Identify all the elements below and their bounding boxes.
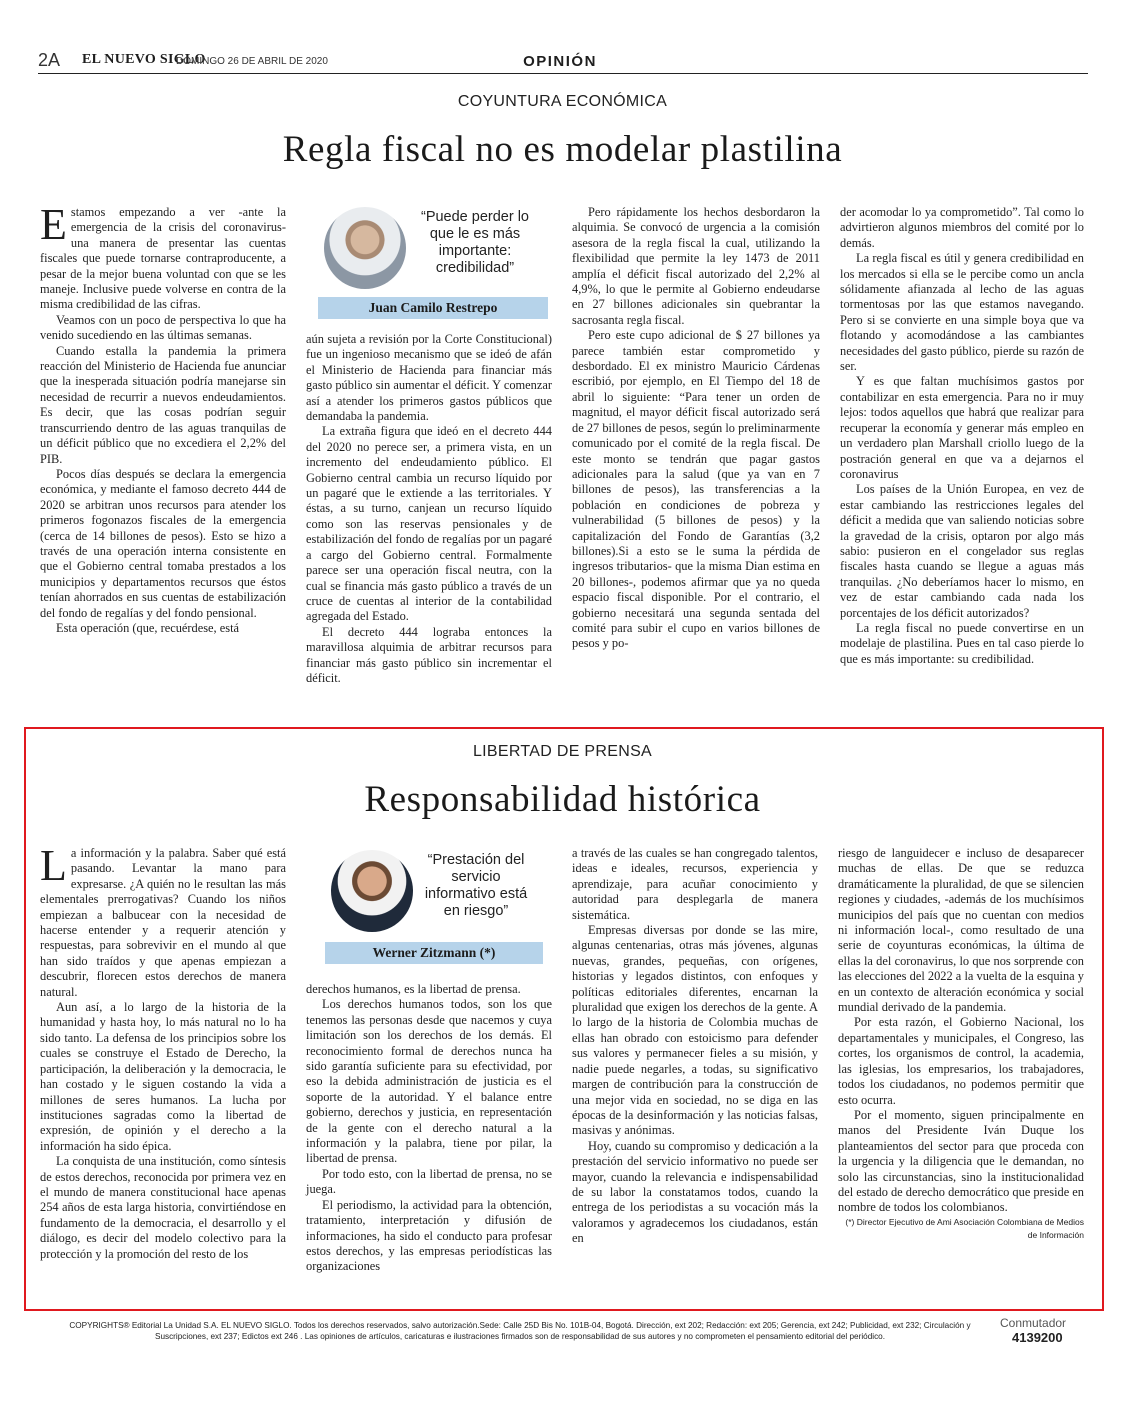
paragraph: stamos empezando a ver -ante la emergencia de la crisis del coronavirus- una manera de presentar las cuentas fiscales que puede tornarse contraproducente, a pesar de la mejor buena voluntad con que se les maneje. Inclusive puede volverse en contra de la misma credibilidad de las cifras. xyxy=(40,205,286,312)
paragraph: a través de las cuales se han congregado talentos, ideas e ideales, recursos, experiencia y aprendizaje, para acuñar conocimiento y autoridad para desplegarla de manera sistemática. xyxy=(572,846,818,922)
article2-dropcap: L xyxy=(40,841,67,890)
article1-column-3 xyxy=(572,205,820,652)
article1-kicker: COYUNTURA ECONÓMICA xyxy=(457,93,668,110)
article2-pull-quote xyxy=(325,848,543,968)
paragraph: Los países de la Unión Europea, en vez de estar cambiando las restricciones legales del déficit a medida que van saliendo noticias sobre la gravedad de la crisis, optaron por algo más sabio: pusieron en el congelador sus reglas fiscales hasta cuando se llegue a aguas más tranquilas. ¿No deberíamos hacer lo mismo, en vez de estar cambiando cada nada los porcentajes de los déficit autorizados? xyxy=(840,482,1084,620)
paragraph: La conquista de una institución, como síntesis de estos derechos, reconocida por primera vez en el mundo de manera constitucional hace apenas 254 años de esta larga historia, convirtiéndose en fundamento de la democracia, el desarrollo y el diálogo, es decir del modelo colectivo para la protección y la promoción del resto de los xyxy=(40,1154,286,1261)
paragraph: Veamos con un poco de perspectiva lo que ha venido sucediendo en las últimas semanas. xyxy=(40,312,286,343)
paragraph: La regla fiscal no puede convertirse en un modelaje de plastilina. Pues en tal caso pierde lo que es más importante: su credibilidad. xyxy=(840,620,1084,666)
newspaper-brand: EL NUEVO SIGLO xyxy=(82,52,206,67)
article2-column-3 xyxy=(572,846,818,1247)
article1-pull-quote xyxy=(318,205,548,323)
copyright-footer: COPYRIGHTS® Editorial La Unidad S.A. EL NUEVO SIGLO. Todos los derechos reservados, salvo autorización.Sede: Calle 25D Bis No. 101B-04, Bogotá. Dirección, ext 202; Redacción: ext 205; Gerencia, ext 242; Publicidad, ext 232; Circulación y Suscripciones, ext 237; Edictos ext 246 . Las opiniones de artículos, caricaturas e ilustraciones firmados son de responsabilidad de sus autores y no comprometen el pensamiento editorial del periódico. xyxy=(69,1321,971,1341)
paragraph: a información y la palabra. Saber qué está pasando. Levantar la mano para expresarse. ¿A quién no le resultan las más elementales prerrogativas? Cuando los niños empiezan a balbucear con la necesidad de hacerse entender y a requerir atención y respuestas, para sobrevivir en el mundo al que han sido traídos y que apenas empiezan a descubrir, florecen estos derechos de manera natural. xyxy=(40,846,286,999)
paragraph: riesgo de languidecer e incluso de desaparecer muchas de ellas. De que se reduzca dramáticamente la pluralidad, de que se silencien regiones y ciudades, -además de los muchísimos municipios del país que no cuentan con medios ni información local-, como resultado de una serie de coyunturas económicas, la última de ellas la del coronavirus, lo que nos sorprende con las elecciones del 2022 a la vuelta de la esquina y en un contexto de alteración económica y social mundial derivado de la pandemia. xyxy=(838,846,1084,1015)
author-footnote: (*) Director Ejecutivo de Ami Asociación Colombiana de Medios de Información xyxy=(845,1216,1084,1240)
pull-quote-text: “Prestación del servicio informativo está en riesgo” xyxy=(424,852,528,919)
paragraph: Pocos días después se declara la emergencia económica, y mediante el famoso decreto 444 de 2020 se arbitran unos recursos para atender los primeros fogonazos fiscales de la emergencia (cerca de 14 billones de pesos). Esto se hizo a través de una operación interna consistente en que el Gobierno central tomaba prestados a los municipios y departamentos recursos que éstos tenían ahorrados en sus cuentas de estabilización del fondo de regalías y del fondo pensional. xyxy=(40,466,286,620)
author-photo-zitzmann xyxy=(331,850,413,932)
paragraph: El decreto 444 lograba entonces la maravillosa alquimia de arbitrar recursos para financiar más gasto público sin incrementar el déficit. xyxy=(306,624,552,685)
pull-quote-text: “Puede perder lo que le es más importante: credibilidad” xyxy=(420,209,529,276)
section-title: OPINIÓN xyxy=(523,53,597,70)
paragraph: Por esta razón, el Gobierno Nacional, los departamentales y municipales, el Congreso, las cortes, los organismos de control, la academia, las iglesias, los empresarios, los trabajadores, todos los ciudadanos, no podemos permitir que esto ocurra. xyxy=(838,1015,1084,1107)
paragraph: Cuando estalla la pandemia la primera reacción del Ministerio de Hacienda fue anunciar que la inesperada situación podría manejarse sin necesidad de recurrir a nuevos endeudamientos. Es decir, que las cosas podrían seguir transcurriendo dentro de las aguas tranquilas de un déficit público que no excediera el 2,2% del PIB. xyxy=(40,343,286,466)
paragraph: aún sujeta a revisión por la Corte Constitucional) fue un ingenioso mecanismo que se ideó de afán el Ministerio de Hacienda para financiar más gasto público sin aumentar el déficit. Y comenzar así a atender los primeros gastos públicos que demandaba la pandemia. xyxy=(306,332,552,424)
article2-column-2 xyxy=(306,982,552,1275)
author-photo-restrepo xyxy=(324,207,406,289)
author-nameplate: Juan Camilo Restrepo xyxy=(318,297,548,319)
paragraph: Y es que faltan muchísimos gastos por contabilizar en esta emergencia. Para no ir muy lejos: todos aquellos que habrá que realizar para recuperar la economía y generar más empleo en un verdadero plan Marshall criollo luego de la postración general en que va a dejarnos el coronavirus xyxy=(840,374,1084,481)
paragraph: La regla fiscal es útil y genera credibilidad en los mercados si ella se le percibe como un ancla sólidamente afianzada al lecho de las aguas tormentosas por las que estamos navegando. Pero si se convierte en una simple boya que va flotando y acomodándose a las cambiantes necesidades del gasto público, pierde su razón de ser. xyxy=(840,251,1084,374)
paragraph: La extraña figura que ideó en el decreto 444 del 2020 no perece ser, a primera vista, en un incremento del endeudamiento público. El Gobierno central cambia un recurso líquido por un pagaré que le extiende a las territoriales. Y éstas, a su turno, canjean un recurso líquido como son las reservas pensionales y de estabilización del fondo de regalías por un pagaré a cargo del Gobierno central. Formalmente parece ser una operación fiscal neutra, con la cual se financia más gasto público a través de un cruce de cuentas al interior de la contabilidad agregada del Estado. xyxy=(306,424,552,624)
article1-column-4 xyxy=(840,205,1084,667)
article2-column-1 xyxy=(40,841,286,1262)
paragraph: Los derechos humanos todos, son los que tenemos las personas desde que nacemos y cuya limitación son los derechos de los demás. El reconocimiento formal de derechos nunca ha sido garantía suficiente para su efectividad, por eso la debida administración de justicia es el soporte de la autoridad. Y el balance entre gobierno, derechos y justicia, en representación de la gente con el derecho natural a la información y la palabra, tiene por pilar, la libertad de prensa. xyxy=(306,997,552,1166)
article2-column-4 xyxy=(838,846,1084,1242)
switchboard-number: 4139200 xyxy=(1012,1330,1063,1345)
author-nameplate: Werner Zitzmann (*) xyxy=(325,942,543,964)
paragraph: Por todo esto, con la libertad de prensa, no se juega. xyxy=(306,1166,552,1197)
paragraph: Pero rápidamente los hechos desbordaron la alquimia. Se convocó de urgencia a la comisión asesora de la regla fiscal la cual, utilizando la flexibilidad que permite la ley 1473 de 2011 amplía el déficit fiscal autorizado del 2,2% al 4,9%, lo que le permite al Gobierno endeudarse en 27 billones adicionales sin quebrantar la sacrosanta regla fiscal. xyxy=(572,205,820,327)
paragraph: Esta operación (que, recuérdese, está xyxy=(56,620,240,635)
article1-column-2 xyxy=(306,332,552,686)
issue-date: DOMINGO 26 DE ABRIL DE 2020 xyxy=(176,56,328,67)
paragraph: Pero este cupo adicional de $ 27 billones ya parece también estar comprometido y desbordado. El ex ministro Mauricio Cárdenas escribió, por ejemplo, en El Tiempo del 18 de abril lo siguiente: “Para tener un orden de magnitud, el mayor déficit fiscal autorizado será de 27 billones de pesos, según lo preliminarmente comunicado por el comité de la regla fiscal. De este monto se tendrán que pagar gastos adicionales para la salud (que ya van en 7 billones de pesos), las transferencias a la población en condiciones de pobreza y vulnerabilidad (5 billones de pesos) y la capitalización del Fondo de Garantías (3,2 billones).Si a esto se le suma la pérdida de ingresos tributarios- que la misma Dian estima en 20 billones-, podemos afirmar que ya no queda espacio fiscal disponible. Por el contrario, el gobierno necesitará una segunda sentada del comité para subir el cupo en varios billones de pesos y po- xyxy=(572,328,820,651)
paragraph: El periodismo, la actividad para la obtención, tratamiento, interpretación y difusión de informaciones, ha sido el conducto para profesar estos derechos, y las empresas periodísticas las organizaciones xyxy=(306,1197,552,1274)
page-number: 2A xyxy=(38,50,61,70)
header-rule xyxy=(38,73,1088,74)
article1-column-1 xyxy=(40,200,286,636)
article1-dropcap: E xyxy=(40,200,67,249)
switchboard-label: Conmutador xyxy=(1000,1316,1067,1330)
article1-headline: Regla fiscal no es modelar plastilina xyxy=(282,129,843,170)
paragraph: Por el momento, siguen principalmente en manos del Presidente Iván Duque los planteamientos del sector para que proceda con la urgencia y la diligencia que le demandan, no solo las circunstancias, sino la institucionalidad del estado de derecho democrático que preside en nombre de todos los colombianos. xyxy=(838,1107,1084,1215)
paragraph: der acomodar lo ya comprometido”. Tal como lo advirtieron algunos miembros del comité por lo demás. xyxy=(840,205,1084,250)
paragraph: Aun así, a lo largo de la historia de la humanidad y hasta hoy, lo más natural no lo ha sido tanto. La defensa de los principios sobre los cuales se construye el Estado de Derecho, la participación, la deliberación y la democracia, le han costado y le siguen costando la vida a millones de seres humanos. La lucha por instituciones sagradas como la libertad de expresión, de opinión y el derecho a la información ha sido épica. xyxy=(40,1000,286,1153)
paragraph: Hoy, cuando su compromiso y dedicación a la prestación del servicio informativo no puede ser mayor, cuando la relevancia e indispensabilidad de su labor la constatamos todos, cuando la entrega de los periodistas a su vocación más la valoramos y agradecemos los ciudadanos, están en xyxy=(572,1138,818,1246)
paragraph: Empresas diversas por donde se las mire, algunas centenarias, otras más jóvenes, algunas nuevas, grandes, pequeñas, con orígenes, historias y legados distintos, con enfoques y políticas editoriales diferentes, encarnan la pluralidad que exigen los derechos de la gente. A lo largo de la historia de Colombia muchas de ellas han obrado con estoicismo para defender sus valores y permanecer fieles a su misión, y nadie puede negarles, a todas, su significativo margen de contribución para la construcción de una mejor vida en sociedad, no se diga en las épocas de la desinformación y las noticias falsas, masivas y anónimas. xyxy=(572,923,818,1138)
article2-kicker: LIBERTAD DE PRENSA xyxy=(472,743,653,760)
article2-headline: Responsabilidad histórica xyxy=(364,779,761,820)
paragraph: derechos humanos, es la libertad de prensa. xyxy=(306,982,521,996)
